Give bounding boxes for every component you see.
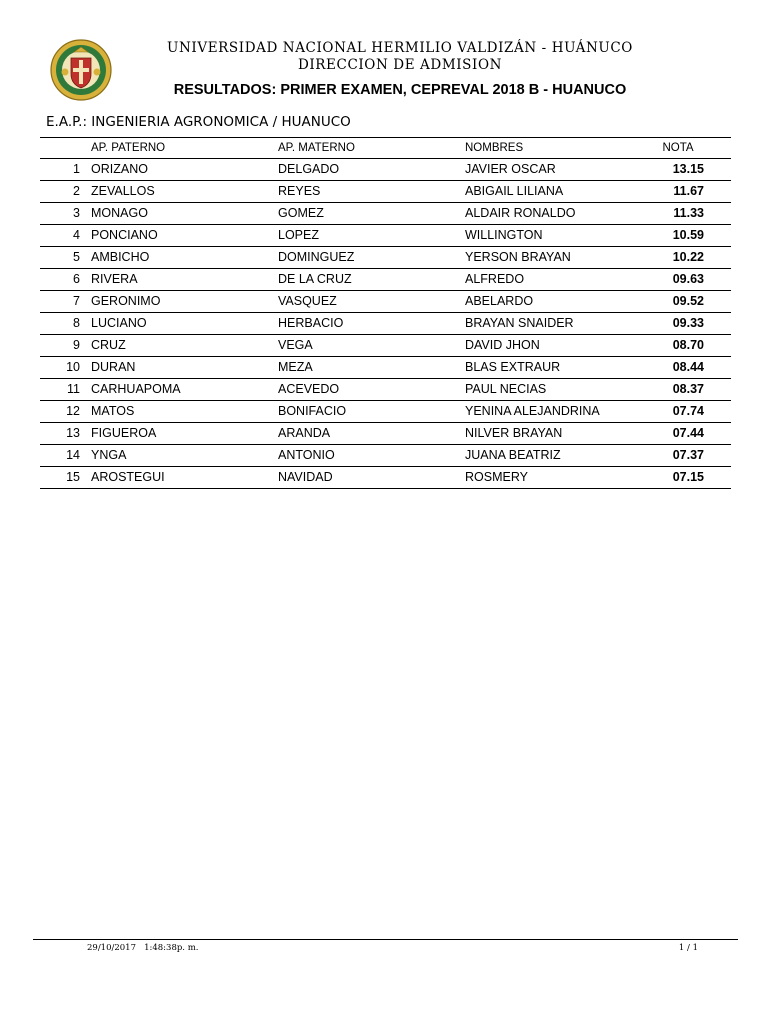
footer-page-number: 1 / 1: [678, 943, 698, 953]
footer-datetime: 29/10/2017 1:48:38p. m.: [87, 943, 199, 953]
cell-nombres: ALFREDO: [465, 272, 525, 286]
table-row: [40, 291, 731, 313]
row-number: 10: [66, 360, 80, 374]
row-number: 8: [73, 316, 80, 330]
cell-nota: 10.59: [672, 228, 704, 242]
cell-nombres: JAVIER OSCAR: [465, 162, 556, 176]
row-number: 11: [67, 382, 80, 396]
row-number: 6: [73, 272, 80, 286]
cell-materno: VEGA: [278, 338, 313, 352]
cell-materno: LOPEZ: [278, 228, 319, 242]
row-number: 9: [73, 338, 80, 352]
cell-paterno: YNGA: [91, 448, 127, 462]
cell-paterno: RIVERA: [91, 272, 138, 286]
column-header-materno: AP. MATERNO: [278, 142, 355, 154]
cell-materno: ANTONIO: [278, 448, 335, 462]
cell-paterno: ORIZANO: [91, 162, 148, 176]
cell-nota: 11.33: [673, 206, 704, 220]
cell-materno: ACEVEDO: [278, 382, 340, 396]
cell-nota: 09.52: [672, 294, 704, 308]
row-number: 4: [73, 228, 80, 242]
footer-divider: [33, 939, 738, 940]
cell-materno: DOMINGUEZ: [278, 250, 355, 264]
cell-nombres: ROSMERY: [465, 470, 528, 484]
table-row: [40, 357, 731, 379]
row-number: 13: [66, 426, 80, 440]
cell-nombres: YERSON BRAYAN: [465, 250, 571, 264]
cell-nota: 08.44: [672, 360, 704, 374]
university-seal-icon: [50, 38, 112, 102]
results-table: [40, 137, 731, 489]
cell-nota: 09.63: [672, 272, 704, 286]
cell-paterno: AMBICHO: [91, 250, 150, 264]
row-number: 7: [73, 294, 80, 308]
cell-paterno: MATOS: [91, 404, 135, 418]
cell-materno: NAVIDAD: [278, 470, 333, 484]
column-header-nombres: NOMBRES: [465, 142, 524, 154]
column-header-paterno: AP. PATERNO: [91, 142, 166, 154]
row-number: 12: [66, 404, 80, 418]
table-row: [40, 467, 731, 489]
cell-paterno: LUCIANO: [91, 316, 147, 330]
cell-nombres: JUANA BEATRIZ: [465, 448, 561, 462]
cell-paterno: PONCIANO: [91, 228, 158, 242]
cell-nombres: BLAS EXTRAUR: [465, 360, 561, 374]
cell-nota: 10.22: [672, 250, 704, 264]
cell-materno: GOMEZ: [278, 206, 324, 220]
cell-nombres: PAUL NECIAS: [465, 382, 547, 396]
row-number: 1: [73, 162, 80, 176]
cell-materno: MEZA: [278, 360, 313, 374]
cell-nota: 08.37: [672, 382, 704, 396]
table-row: [40, 401, 731, 423]
cell-paterno: CARHUAPOMA: [91, 382, 181, 396]
cell-materno: BONIFACIO: [278, 404, 347, 418]
cell-paterno: CRUZ: [91, 338, 126, 352]
table-row: [40, 313, 731, 335]
table-row: [40, 379, 731, 401]
cell-paterno: ZEVALLOS: [91, 184, 155, 198]
cell-nota: 11.67: [673, 184, 704, 198]
table-row: [40, 181, 731, 203]
table-row: [40, 269, 731, 291]
cell-materno: ARANDA: [278, 426, 331, 440]
table-row: [40, 159, 731, 181]
cell-nombres: WILLINGTON: [465, 228, 543, 242]
table-row: [40, 445, 731, 467]
cell-nombres: DAVID JHON: [465, 338, 540, 352]
cell-nota: 07.37: [672, 448, 704, 462]
table-row: [40, 203, 731, 225]
cell-nombres: ABIGAIL LILIANA: [465, 184, 564, 198]
row-number: 2: [73, 184, 80, 198]
office-name: DIRECCION DE ADMISION: [297, 57, 503, 73]
cell-materno: REYES: [278, 184, 321, 198]
table-row: [40, 335, 731, 357]
table-row: [40, 225, 731, 247]
cell-nota: 07.15: [672, 470, 704, 484]
cell-nombres: BRAYAN SNAIDER: [465, 316, 574, 330]
row-number: 15: [66, 470, 80, 484]
cell-nota: 13.15: [672, 162, 704, 176]
cell-paterno: AROSTEGUI: [91, 470, 165, 484]
cell-nota: 09.33: [672, 316, 704, 330]
cell-nota: 07.44: [672, 426, 704, 440]
cell-materno: DE LA CRUZ: [278, 272, 352, 286]
results-title: RESULTADOS: PRIMER EXAMEN, CEPREVAL 2018 B - HUANUCO: [173, 82, 627, 98]
university-name: UNIVERSIDAD NACIONAL HERMILIO VALDIZÁN - HUÁNUCO: [167, 40, 633, 56]
cell-paterno: FIGUEROA: [91, 426, 157, 440]
row-number: 3: [73, 206, 80, 220]
cell-nota: 07.74: [672, 404, 704, 418]
table-header-row: [40, 138, 731, 159]
cell-materno: VASQUEZ: [278, 294, 337, 308]
cell-paterno: GERONIMO: [91, 294, 161, 308]
cell-materno: HERBACIO: [278, 316, 344, 330]
cell-paterno: DURAN: [91, 360, 136, 374]
table-row: [40, 423, 731, 445]
cell-paterno: MONAGO: [91, 206, 148, 220]
row-number: 14: [66, 448, 80, 462]
column-header-nota: NOTA: [662, 142, 694, 154]
cell-nombres: ABELARDO: [465, 294, 534, 308]
program-title: E.A.P.: INGENIERIA AGRONOMICA / HUANUCO: [46, 114, 351, 130]
cell-nombres: ALDAIR RONALDO: [465, 206, 576, 220]
cell-nombres: YENINA ALEJANDRINA: [465, 404, 600, 418]
cell-nota: 08.70: [672, 338, 704, 352]
cell-nombres: NILVER BRAYAN: [465, 426, 563, 440]
table-row: [40, 247, 731, 269]
row-number: 5: [73, 250, 80, 264]
table-body: [40, 159, 731, 489]
cell-materno: DELGADO: [278, 162, 340, 176]
